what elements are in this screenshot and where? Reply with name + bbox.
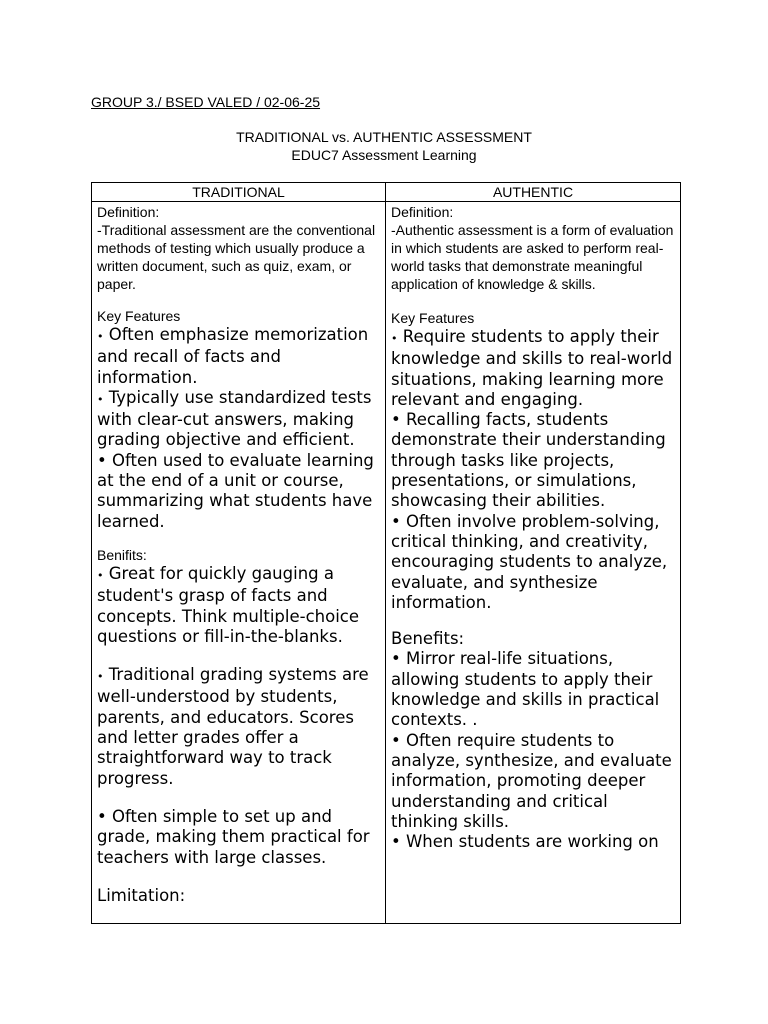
authentic-feature-item: • Often involve problem-solving, critical thinking, and creativity, encouraging students to analyze, evaluate, and synthesize information. — [391, 511, 668, 612]
group-line: GROUP 3./ BSED VALED / 02-06-25 — [91, 94, 321, 110]
comparison-table — [91, 182, 681, 924]
header-authentic: AUTHENTIC — [386, 183, 681, 202]
authentic-definition-text: -Authentic assessment is a form of evaluation in which students are asked to perform real-world tasks that demonstrate meaningful application of knowledge & skills. — [391, 222, 674, 292]
authentic-cell — [386, 202, 681, 924]
traditional-feature-item: • Typically use standardized tests with clear-cut answers, making grading objective and efficient. — [97, 387, 372, 450]
traditional-features-label: Key Features — [97, 308, 181, 324]
authentic-benefit-item: • When students are working on — [391, 832, 659, 852]
document-title: TRADITIONAL vs. AUTHENTIC ASSESSMENT — [236, 129, 532, 145]
authentic-feature-item: • Require students to apply their knowledge and skills to real-world situations, making learning more relevant and engaging. — [391, 327, 673, 409]
table-row — [92, 202, 681, 924]
traditional-definition-label: Definition: — [97, 204, 160, 220]
traditional-limitation-label: Limitation: — [97, 885, 186, 905]
authentic-features-label: Key Features — [391, 310, 475, 326]
authentic-benefits-label: Benefits: — [391, 629, 465, 649]
traditional-benefit-item: • Traditional grading systems are well-understood by students, parents, and educators. Scores and letter grades offer a straightforward way to track progress. — [97, 665, 369, 788]
traditional-benefit-item: • Often simple to set up and grade, making them practical for teachers with large classes. — [97, 806, 370, 867]
traditional-benefit-item: • Great for quickly gauging a student's grasp of facts and concepts. Think multiple-choice questions or fill-in-the-blanks. — [97, 563, 360, 646]
authentic-definition-label: Definition: — [391, 204, 454, 220]
authentic-benefit-item: • Mirror real-life situations, allowing students to apply their knowledge and skills in practical contexts. . — [391, 649, 660, 730]
authentic-feature-item: • Recalling facts, students demonstrate their understanding through tasks like projects, presentations, or simulations, showcasing their abilities. — [391, 410, 666, 511]
traditional-feature-item: • Often emphasize memorization and recall of facts and information. — [97, 325, 369, 387]
document-subtitle: EDUC7 Assessment Learning — [291, 147, 477, 163]
authentic-benefit-item: • Often require students to analyze, synthesize, and evaluate information, promoting deeper understanding and critical thinking skills. — [391, 730, 672, 831]
traditional-benefits-label: Benifits: — [97, 546, 147, 563]
traditional-definition-text: -Traditional assessment are the conventional methods of testing which usually produce a written document, such as quiz, exam, or paper. — [97, 222, 376, 292]
traditional-feature-item: • Often used to evaluate learning at the end of a unit or course, summarizing what students have learned. — [97, 450, 374, 531]
traditional-cell — [92, 202, 386, 924]
table-header-row — [92, 183, 681, 202]
header-traditional: TRADITIONAL — [92, 183, 386, 202]
